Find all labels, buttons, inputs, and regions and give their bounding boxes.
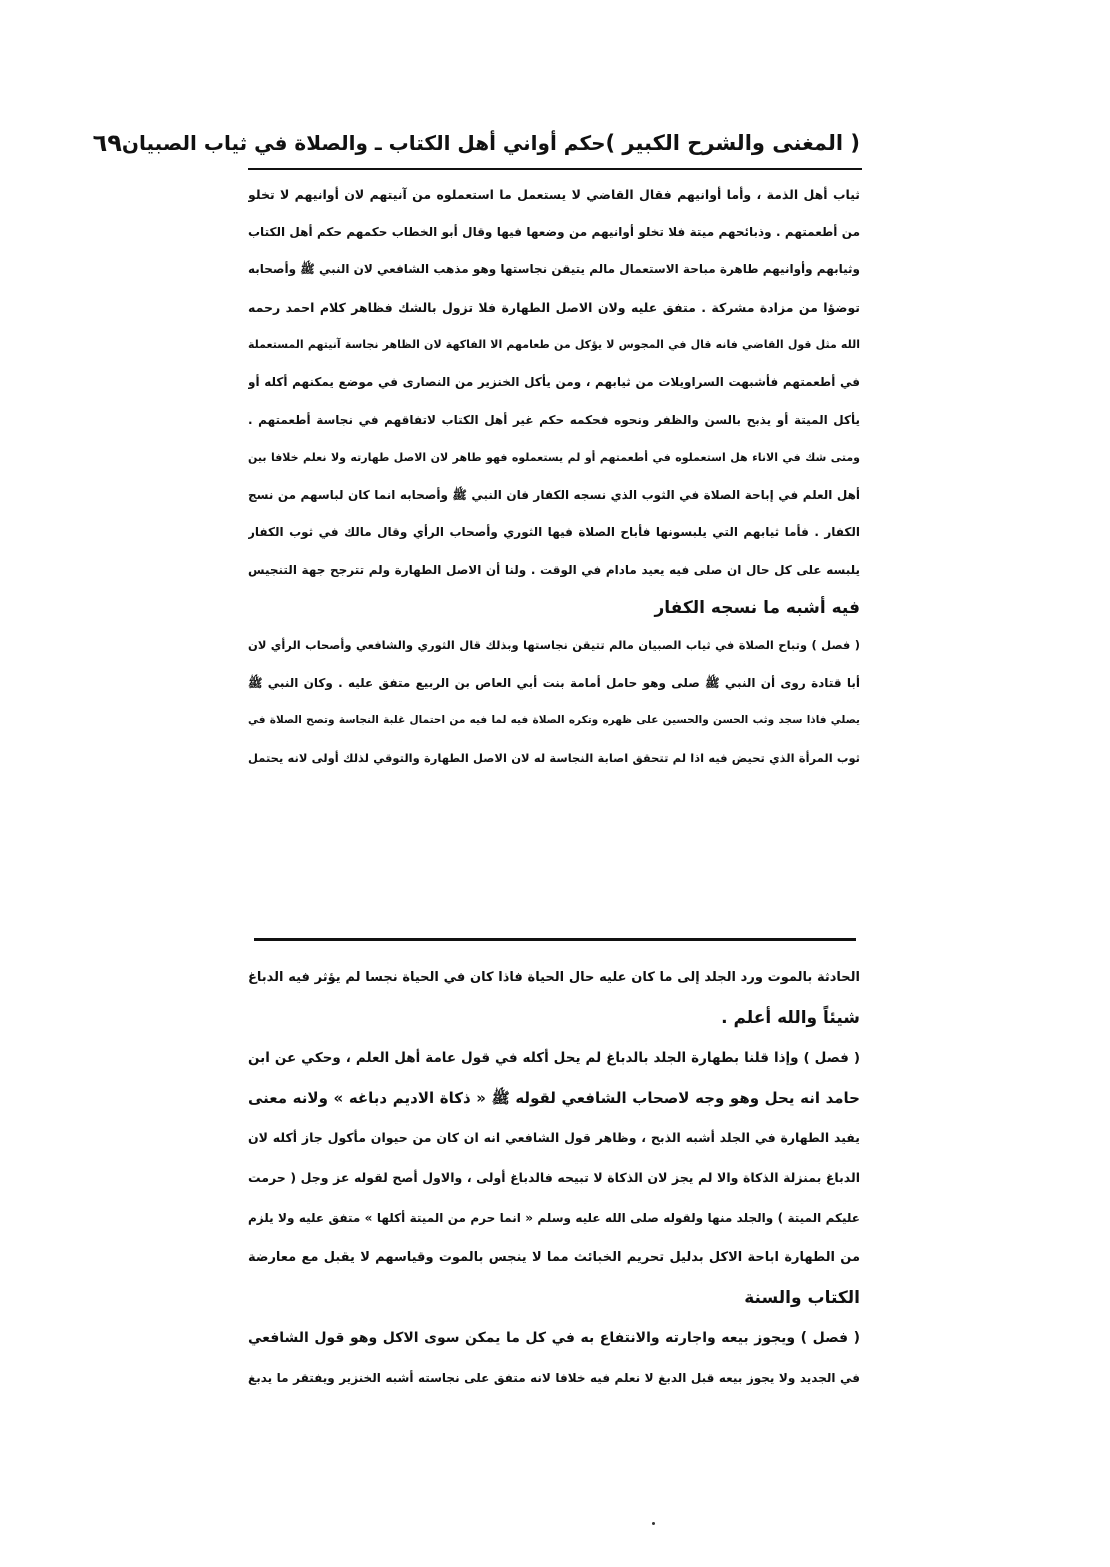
footnote-line: عليكم الميتة ) والجلد منها ولقوله صلى الله عليه وسلم « انما حرم من الميتة أكلها » متفق عليه ولا يلزم [248, 1211, 860, 1225]
footnote-line: الكتاب والسنة [744, 1288, 860, 1308]
footnote-line: الدباغ بمنزلة الذكاة والا لم يجز لان الذكاة لا تبيحه فالدباغ أولى ، والاول أصح لقوله عز وجل ( حرمت [248, 1170, 860, 1185]
text-line: يلبسه على كل حال ان صلى فيه يعيد مادام في الوقت . ولنا أن الاصل الطهارة ولم تترجح جهة التنجيس [248, 562, 860, 577]
text-line: من أطعمتهم . وذبائحهم ميتة فلا تخلو أوانيهم من وضعها فيها وقال أبو الخطاب حكمهم حكم أهل الكتاب [248, 224, 860, 239]
footnote-line: ( فصل ) وإذا قلنا بطهارة الجلد بالدباغ لم يحل أكله في قول عامة أهل العلم ، وحكي عن ابن [248, 1050, 860, 1066]
text-line: أهل العلم في إباحة الصلاة في الثوب الذي نسجه الكفار فان النبي ﷺ وأصحابه انما كان لباسهم من نسج [248, 487, 860, 502]
text-line: يصلي فاذا سجد وثب الحسن والحسين على ظهره وتكره الصلاة فيه لما فيه من احتمال غلبة النجاسة وتصح الصلاة في [248, 714, 860, 727]
footnote-line: الحادثة بالموت ورد الجلد إلى ما كان عليه حال الحياة فاذا كان في الحياة نجسا لم يؤثر فيه الدباغ [248, 970, 860, 985]
text-line: في أطعمتهم فأشبهت السراويلات من ثيابهم ، ومن يأكل الخنزير من النصارى في موضع يمكنهم أكله أو [248, 374, 860, 389]
footnote-line: شيئاً والله أعلم . [721, 1008, 860, 1028]
text-line: وثيابهم وأوانيهم طاهرة مباحة الاستعمال مالم يتيقن نجاستها وهو مذهب الشافعي لان النبي ﷺ وأصحابه [248, 262, 860, 277]
page-number: ٦٩ [92, 129, 122, 157]
main-text [248, 176, 860, 778]
text-line: ثياب أهل الذمة ، وأما أوانيهم فقال القاضي لا يستعمل ما استعملوه من آنيتهم لان أوانيهم لا تخلو [248, 187, 860, 202]
text-line: ( فصل ) وتباح الصلاة في ثياب الصبيان مالم تتيقن نجاستها وبذلك قال الثوري والشافعي وأصحاب الرأي لان [248, 638, 860, 653]
footnote-line: حامد انه يحل وهو وجه لاصحاب الشافعي لقوله ﷺ « ذكاة الاديم دباغه » ولانه معنى [248, 1089, 860, 1107]
scan-speck [652, 1522, 655, 1525]
running-header [92, 120, 860, 166]
footnote-line: من الطهارة اباحة الاكل بدليل تحريم الخبائث مما لا ينجس بالموت وقياسهم لا يقبل مع معارضة [248, 1250, 860, 1265]
header-rule [248, 168, 862, 170]
footnote-line: يفيد الطهارة في الجلد أشبه الذبح ، وظاهر قول الشافعي انه ان كان من حيوان مأكول جاز أكله لان [248, 1130, 860, 1145]
footnote-divider [254, 938, 856, 941]
footnote-line: في الجديد ولا يجوز بيعه قبل الدبغ لا نعلم فيه خلافا لانه متفق على نجاسته أشبه الخنزير ويفتقر ما يدبغ [248, 1371, 860, 1385]
section-title: حكم أواني أهل الكتاب ـ والصلاة في ثياب الصبيان [121, 131, 606, 155]
book-title: ( المغنى والشرح الكبير ) [605, 131, 860, 155]
text-line: توضؤا من مزادة مشركة . متفق عليه ولان الاصل الطهارة فلا تزول بالشك فظاهر كلام احمد رحمه [248, 299, 860, 315]
text-line: فيه أشبه ما نسجه الكفار [654, 597, 860, 618]
footnote-text [248, 958, 860, 1398]
footnote-line: ( فصل ) ويجوز بيعه واجارته والانتفاع به في كل ما يمكن سوى الاكل وهو قول الشافعي [248, 1330, 860, 1346]
text-line: يأكل الميتة أو يذبح بالسن والظفر ونحوه فحكمه حكم غير أهل الكتاب لاتفاقهم في نجاسة أطعمتهم . [248, 412, 860, 427]
text-line: ثوب المرأة الذي تحيض فيه اذا لم تتحقق اصابة النجاسة له لان الاصل الطهارة والتوقي لذلك أولى لانه يحتمل [248, 750, 860, 765]
text-line: الله مثل قول القاضي فانه قال في المجوس لا يؤكل من طعامهم الا الفاكهة لان الظاهر نجاسة آنيتهم المستعملة [248, 338, 860, 352]
text-line: الكفار . فأما ثيابهم التي يلبسونها فأباح الصلاة فيها الثوري وأصحاب الرأي وقال مالك في ثوب الكفار [248, 525, 860, 540]
text-line: ومتى شك في الاناء هل استعملوه في أطعمتهم أو لم يستعملوه فهو طاهر لان الاصل طهارته ولا نعلم خلافا بين [248, 451, 860, 465]
text-line: أبا قتادة روى أن النبي ﷺ صلى وهو حامل أمامة بنت أبي العاص بن الربيع متفق عليه . وكان النبي ﷺ [248, 675, 860, 690]
